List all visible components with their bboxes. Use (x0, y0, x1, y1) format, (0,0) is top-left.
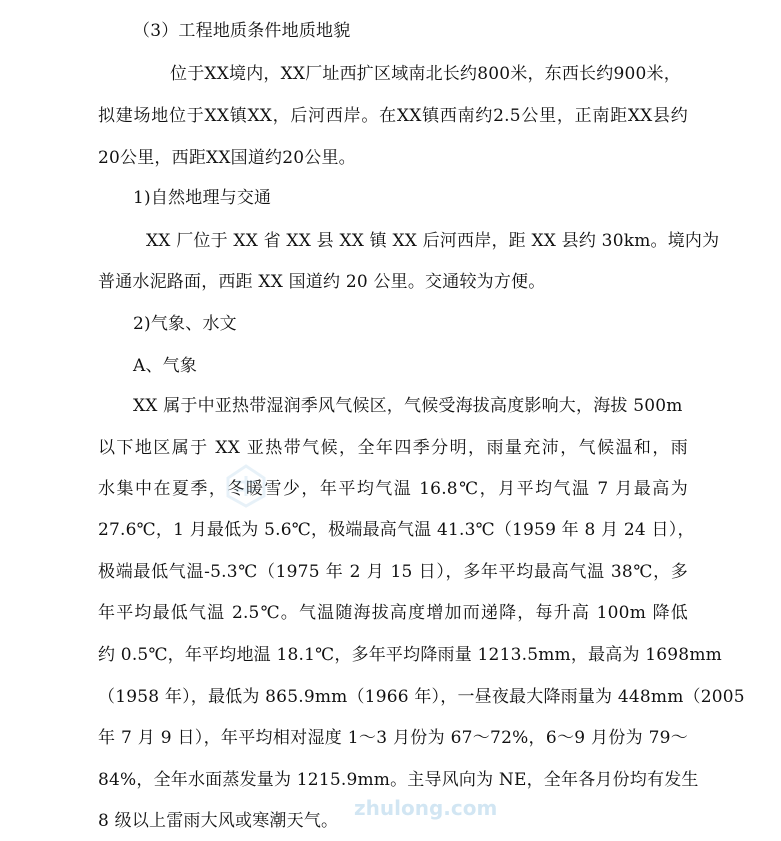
paragraph-line: XX 属于中亚热带湿润季风气候区，气候受海拔高度影响大，海拔 500m (133, 396, 683, 416)
section-heading: （3）工程地质条件地质地貌 (133, 21, 351, 41)
paragraph-line: 27.6℃，1 月最低为 5.6℃，极端最高气温 41.3℃（1959 年 8 月 24 日）， (98, 520, 695, 540)
zhulong-logo-icon (222, 462, 270, 510)
paragraph-line: 约 0.5℃，年平均地温 18.1℃，多年平均降雨量 1213.5mm，最高为 1698mm (98, 645, 722, 665)
paragraph-line: 84%，全年水面蒸发量为 1215.9mm。主导风向为 NE，全年各月份均有发生 (98, 770, 699, 790)
paragraph-line: XX 厂位于 XX 省 XX 县 XX 镇 XX 后河西岸，距 XX 县约 30km。境内为 (146, 231, 720, 251)
paragraph-line: 年 7 月 9 日），年平均相对湿度 1～3 月份为 67～72%，6～9 月份为 79～ (98, 728, 688, 748)
paragraph-line: （1958 年），最低为 865.9mm（1966 年），一昼夜最大降雨量为 448mm（2005 (98, 687, 745, 707)
paragraph-line: 位于XX境内，XX厂址西扩区域南北长约800米，东西长约900米， (170, 64, 681, 84)
paragraph-line: 拟建场地位于XX镇XX，后河西岸。在XX镇西南约2.5公里，正南距XX县约 (98, 106, 688, 126)
paragraph-line: 20公里，西距XX国道约20公里。 (98, 148, 356, 168)
subsection-heading-traffic: 1)自然地理与交通 (133, 188, 272, 208)
subsection-heading-climate: 2)气象、水文 (133, 314, 237, 334)
paragraph-line: 极端最低气温-5.3℃（1975 年 2 月 15 日），多年平均最高气温 38℃，多 (98, 562, 688, 582)
paragraph-line: 普通水泥路面，西距 XX 国道约 20 公里。交通较为方便。 (98, 272, 546, 292)
subheading-weather: A、气象 (133, 356, 198, 376)
watermark-text: zhulong.com (354, 796, 498, 820)
paragraph-line: 8 级以上雷雨大风或寒潮天气。 (98, 811, 339, 831)
paragraph-line: 年平均最低气温 2.5℃。气温随海拔高度增加而递降，每升高 100m 降低 (98, 603, 688, 623)
paragraph-line: 以下地区属于 XX 亚热带气候，全年四季分明，雨量充沛，气候温和，雨 (98, 438, 688, 458)
paragraph-line: 水集中在夏季，冬暖雪少，年平均气温 16.8℃，月平均气温 7 月最高为 (98, 479, 688, 499)
